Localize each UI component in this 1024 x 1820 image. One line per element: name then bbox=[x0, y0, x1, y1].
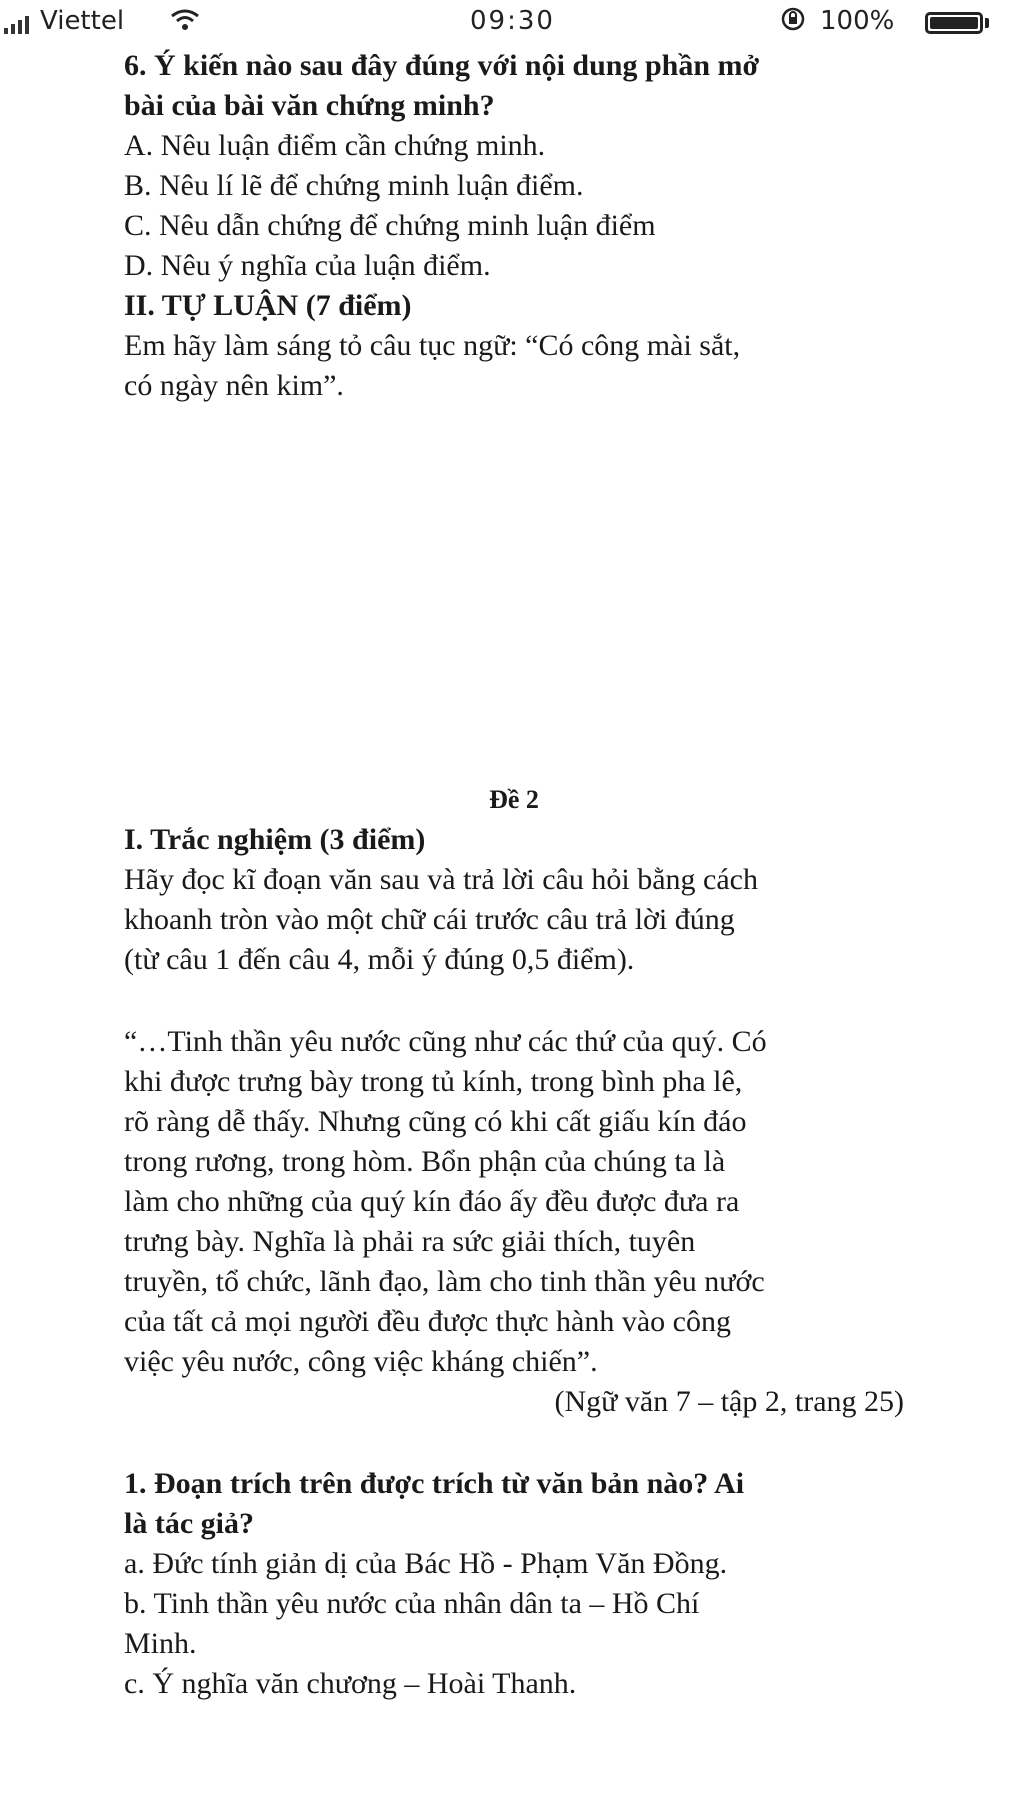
document-page bbox=[124, 46, 904, 1704]
signal-strength-icon bbox=[4, 14, 29, 34]
clock: 09:30 bbox=[470, 6, 555, 36]
exam-2-title: Đề 2 bbox=[489, 785, 539, 814]
instruction-line: (từ câu 1 đến câu 4, mỗi ý đúng 0,5 điểm). bbox=[124, 943, 635, 976]
blank-space bbox=[124, 1422, 904, 1464]
battery-percentage: 100% bbox=[820, 6, 895, 36]
blank-space bbox=[124, 406, 904, 780]
passage-line: truyền, tổ chức, lãnh đạo, làm cho tinh thần yêu nước bbox=[124, 1265, 765, 1298]
passage-line: của tất cả mọi người đều được thực hành vào công bbox=[124, 1305, 731, 1338]
passage-line: khi được trưng bày trong tủ kính, trong bình pha lê, bbox=[124, 1065, 743, 1098]
question-6-title-line-1: 6. Ý kiến nào sau đây đúng với nội dung phần mở bbox=[124, 49, 760, 82]
passage-line: rõ ràng dễ thấy. Nhưng cũng có khi cất giấu kín đáo bbox=[124, 1105, 747, 1138]
question-6-option-a: A. Nêu luận điểm cần chứng minh. bbox=[124, 129, 546, 162]
part-2-prompt-line-1: Em hãy làm sáng tỏ câu tục ngữ: “Có công mài sắt, bbox=[124, 329, 741, 362]
battery-tip bbox=[985, 18, 989, 28]
question-6-option-b: B. Nêu lí lẽ để chứng minh luận điểm. bbox=[124, 169, 584, 202]
passage-line: việc yêu nước, công việc kháng chiến”. bbox=[124, 1345, 598, 1378]
question-1-option-b: b. Tinh thần yêu nước của nhân dân ta – Hồ Chí bbox=[124, 1587, 700, 1620]
question-1-title-line-1: 1. Đoạn trích trên được trích từ văn bản nào? Ai bbox=[124, 1467, 745, 1500]
passage-line: “…Tinh thần yêu nước cũng như các thứ của quý. Có bbox=[124, 1025, 767, 1058]
blank-space bbox=[124, 980, 904, 1022]
question-1-option-b-cont: Minh. bbox=[124, 1627, 197, 1660]
part-1-heading: I. Trắc nghiệm (3 điểm) bbox=[124, 823, 426, 856]
question-6-option-c: C. Nêu dẫn chứng để chứng minh luận điểm bbox=[124, 209, 656, 242]
passage-line: trưng bày. Nghĩa là phải ra sức giải thích, tuyên bbox=[124, 1225, 696, 1258]
carrier-name: Viettel bbox=[40, 6, 125, 36]
passage-source: (Ngữ văn 7 – tập 2, trang 25) bbox=[554, 1385, 904, 1418]
part-2-prompt-line-2: có ngày nên kim”. bbox=[124, 369, 344, 402]
question-1-title-line-2: là tác giả? bbox=[124, 1507, 254, 1540]
instruction-line: khoanh tròn vào một chữ cái trước câu trả lời đúng bbox=[124, 903, 735, 936]
status-bar bbox=[0, 0, 1024, 46]
question-1-option-a: a. Đức tính giản dị của Bác Hồ - Phạm Văn Đồng. bbox=[124, 1547, 728, 1580]
question-6-option-d: D. Nêu ý nghĩa của luận điểm. bbox=[124, 249, 491, 282]
battery-icon bbox=[925, 12, 983, 34]
part-2-heading: II. TỰ LUẬN (7 điểm) bbox=[124, 289, 412, 322]
wifi-icon bbox=[170, 8, 200, 39]
question-1-option-c: c. Ý nghĩa văn chương – Hoài Thanh. bbox=[124, 1667, 577, 1700]
instruction-line: Hãy đọc kĩ đoạn văn sau và trả lời câu hỏi bằng cách bbox=[124, 863, 758, 896]
question-6-title-line-2: bài của bài văn chứng minh? bbox=[124, 89, 495, 122]
rotation-lock-icon bbox=[780, 6, 806, 39]
passage-line: làm cho những của quý kín đáo ấy đều được đưa ra bbox=[124, 1185, 740, 1218]
passage-line: trong rương, trong hòm. Bổn phận của chúng ta là bbox=[124, 1145, 726, 1178]
